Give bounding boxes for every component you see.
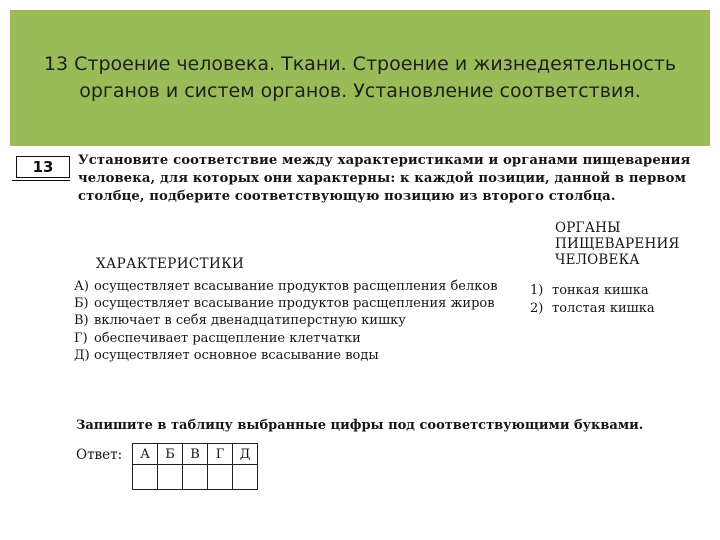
- item-text: тонкая кишка: [552, 283, 649, 298]
- item-text: осуществляет всасывание продуктов расщепления белков: [94, 279, 498, 294]
- answer-letter-cell: В: [183, 444, 208, 465]
- task-number-underline: [12, 180, 70, 181]
- item-text: обеспечивает расщепление клетчатки: [94, 330, 361, 346]
- answer-value-cell[interactable]: [133, 465, 158, 490]
- item-text: включает в себя двенадцатиперстную кишку: [94, 313, 406, 329]
- item-text: осуществляет основное всасывание воды: [94, 347, 379, 363]
- answer-instruction: Запишите в таблицу выбранные цифры под соответствующими буквами.: [76, 418, 644, 433]
- item-letter: Г): [74, 330, 88, 346]
- organs-header: ОРГАНЫ ПИЩЕВАРЕНИЯ ЧЕЛОВЕКА: [555, 220, 680, 268]
- list-item: [74, 347, 504, 364]
- item-text: толстая кишка: [552, 301, 655, 316]
- slide-header: [10, 10, 710, 146]
- characteristics-header: ХАРАКТЕРИСТИКИ: [96, 256, 245, 272]
- task-number: 13: [16, 156, 70, 178]
- answer-letter-cell: А: [133, 444, 158, 465]
- answer-values-row: [133, 465, 258, 490]
- answer-value-cell[interactable]: [233, 465, 258, 490]
- list-item: [74, 295, 504, 312]
- list-item: [530, 282, 710, 300]
- list-item: [74, 312, 504, 329]
- item-letter: В): [74, 313, 89, 329]
- list-item: [74, 330, 504, 347]
- answer-label: Ответ:: [76, 447, 123, 463]
- item-text: осуществляет всасывание продуктов расщепления жиров: [94, 296, 495, 312]
- answer-letters-row: [133, 444, 258, 465]
- answer-letter-cell: Д: [233, 444, 258, 465]
- item-number: 2): [530, 301, 544, 316]
- answer-letter-cell: Г: [208, 444, 233, 465]
- list-item: [530, 300, 710, 318]
- slide-title: 13 Строение человека. Ткани. Строение и жизнедеятельность органов и систем органов. Установление соответствия.: [43, 53, 677, 102]
- item-number: 1): [530, 283, 544, 298]
- task-instruction: Установите соответствие между характеристиками и органами пищеварения человека, для которых они характерны: к каждой позиции, данной в первом столбце, подберите соответствующую позицию из второго столбца.: [78, 153, 691, 204]
- answer-value-cell[interactable]: [158, 465, 183, 490]
- organs-list: [530, 282, 710, 318]
- item-letter: Б): [74, 296, 89, 312]
- item-letter: Д): [74, 347, 90, 363]
- answer-letter-cell: Б: [158, 444, 183, 465]
- item-letter: А): [74, 279, 89, 294]
- answer-value-cell[interactable]: [183, 465, 208, 490]
- characteristics-list: [74, 278, 504, 364]
- list-item: [74, 278, 504, 295]
- answer-value-cell[interactable]: [208, 465, 233, 490]
- answer-table: [132, 443, 258, 490]
